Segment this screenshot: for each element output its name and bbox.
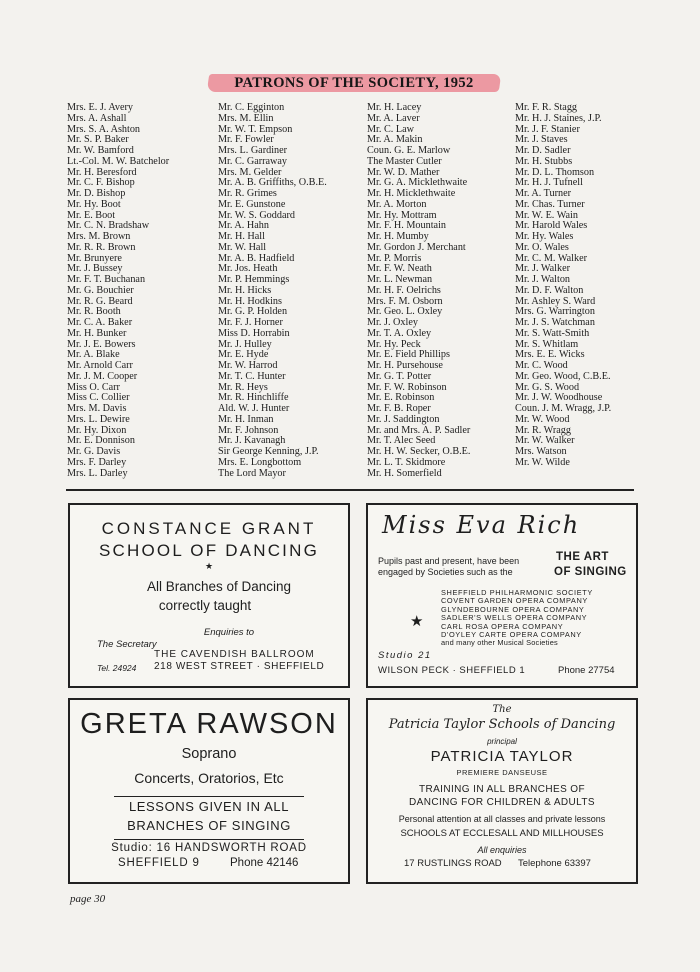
patron-name: Mr. H. Inman	[218, 413, 274, 425]
patron-name: Coun. J. M. Wragg, J.P.	[515, 403, 612, 414]
patron-name: Mr. F. W. Neath	[367, 263, 432, 275]
city: SHEFFIELD 9	[118, 857, 200, 869]
patron-name: Mr. D. L. Thomson	[515, 166, 595, 178]
patron-name: Mr. S. P. Baker	[67, 134, 129, 146]
patrons-column-1	[67, 103, 169, 479]
star-icon: ★	[204, 561, 214, 571]
patron-name: Mr. W. T. Empson	[218, 123, 293, 135]
patron-name: Mrs. F. M. Osborn	[367, 295, 443, 307]
patron-name: Mr. H. Hicks	[218, 284, 272, 296]
training-line2: DANCING FOR CHILDREN & ADULTS	[409, 797, 595, 808]
patron-name: Mr. and Mrs. A. P. Sadler	[367, 424, 471, 436]
phone: Phone 42146	[230, 857, 299, 869]
patron-name: Mr. H. Somerfield	[367, 467, 442, 479]
patron-name: Mr. Chas. Turner	[515, 198, 585, 210]
studio-label: Studio 21	[378, 650, 432, 661]
patron-name: Mrs. F. Darley	[67, 456, 127, 468]
patron-name: Mr. A. Makin	[367, 134, 423, 146]
patron-name: Mrs. Watson	[515, 446, 567, 457]
telephone: Tel. 24924	[97, 663, 137, 673]
patron-name: Coun. G. E. Marlow	[367, 145, 451, 156]
patron-name: Mr. H. Pursehouse	[367, 360, 443, 371]
patron-name: Mr. F. T. Buchanan	[67, 274, 146, 285]
patron-name: Mr. G. T. Potter	[367, 370, 432, 382]
patron-name: Miss C. Collier	[67, 392, 130, 404]
patron-name: Mr. G. S. Wood	[515, 381, 580, 393]
studio-address: Studio: 16 HANDSWORTH ROAD	[111, 842, 307, 854]
patron-name: Mrs. E. Longbottom	[218, 456, 302, 468]
patron-name: Mr. A. Turner	[515, 188, 572, 199]
patron-name: Mrs. M. Brown	[67, 231, 131, 242]
pupils-line2: engaged by Societies such as the	[378, 567, 513, 577]
school-name-line1: CONSTANCE GRANT	[101, 519, 317, 538]
patron-name: Mrs. A. Ashall	[67, 112, 127, 124]
principal-label: principal	[487, 737, 517, 746]
patron-name: Miss D. Horrabin	[218, 327, 290, 339]
patron-name: Mr. O. Wales	[515, 241, 569, 253]
patron-name: Mr. S. Watt-Smith	[515, 327, 590, 339]
patron-name: Sir George Kenning, J.P.	[218, 446, 319, 457]
patron-name: Mr. Brunyere	[67, 252, 122, 264]
patron-name: Mr. E. Robinson	[367, 392, 435, 404]
address: 218 WEST STREET · SHEFFIELD	[154, 661, 325, 672]
patron-name: Mr. R. Heys	[218, 381, 268, 393]
patron-name: Mr. G. A. Micklethwaite	[367, 177, 468, 189]
patron-name: Mr. R. Wragg	[515, 424, 571, 436]
patron-name: Mr. A. Morton	[367, 198, 427, 210]
patron-name: Mr. J. Hulley	[218, 338, 272, 350]
patron-name: Mr. C. Garraway	[218, 155, 288, 167]
patron-name: Mr. F. H. Mountain	[367, 220, 446, 232]
societies-list	[441, 589, 593, 648]
patron-name: Mr. F. B. Roper	[367, 403, 431, 414]
society-item: GLYNDEBOURNE OPERA COMPANY	[441, 604, 585, 614]
enquiries-label: All enquiries	[477, 845, 527, 855]
lessons-line2: BRANCHES OF SINGING	[127, 818, 291, 833]
patron-name: Mr. H. F. Oelrichs	[367, 284, 441, 296]
patron-name: Mr. Geo. Wood, C.B.E.	[515, 370, 611, 382]
patron-name: Mr. J. Saddington	[367, 413, 440, 425]
patron-name: Mr. C. Egginton	[218, 102, 285, 113]
patron-name: Mr. E. Gunstone	[218, 198, 286, 210]
patron-name: Mr. P. Morris	[367, 252, 422, 264]
patron-name: Ald. W. J. Hunter	[218, 403, 290, 414]
patron-name: Mr. H. Beresford	[67, 166, 137, 178]
patron-name: Mr. J. Walker	[515, 263, 571, 275]
patron-name: Mr. E. Hyde	[218, 349, 269, 361]
patron-name: Mr. G. Davis	[67, 446, 121, 457]
patron-name: Mr. F. R. Stagg	[515, 102, 578, 113]
section-divider	[66, 489, 634, 491]
patron-name: Mrs. L. Gardiner	[218, 145, 288, 156]
secretary-label: The Secretary	[97, 639, 157, 650]
society-item: D'OYLEY CARTE OPERA COMPANY	[441, 630, 582, 640]
society-item: SADLER'S WELLS OPERA COMPANY	[441, 613, 588, 623]
page-number: page 30	[70, 893, 106, 905]
patron-name: Mr. D. Sadler	[515, 145, 571, 156]
patron-name: Mr. T. Alec Seed	[367, 435, 436, 447]
patron-name: Mr. H. Mumby	[367, 231, 429, 242]
patron-name: Mr. H. Lacey	[367, 102, 422, 113]
school-name-line2: SCHOOL OF DANCING	[98, 541, 319, 560]
patron-name: Mr. W. S. Goddard	[218, 209, 295, 221]
patron-name: Mr. H. W. Secker, O.B.E.	[367, 446, 471, 457]
patron-name: Mrs. M. Ellin	[218, 112, 274, 124]
patron-name: Mr. A. B. Griffiths, O.B.E.	[218, 177, 327, 189]
patron-name: Mrs. E. E. Wicks	[515, 349, 585, 361]
patron-name: Mr. R. G. Beard	[67, 295, 133, 307]
patron-name: Mr. W. Wood	[515, 413, 570, 425]
patron-name: Mrs. M. Gelder	[218, 166, 282, 178]
patron-name: Mr. Harold Wales	[515, 220, 588, 232]
patron-name: Mr. W. Harrod	[218, 360, 278, 371]
patron-name: Mr. Hy. Dixon	[67, 424, 127, 436]
society-item: COVENT GARDEN OPERA COMPANY	[441, 596, 588, 606]
patron-name: Mr. C. M. Walker	[515, 252, 587, 264]
patron-name: Mr. W. Walker	[515, 435, 575, 447]
patron-name: Mr. J. Bussey	[67, 263, 123, 275]
branches-line1: All Branches of Dancing	[146, 579, 292, 594]
schools-name: Patricia Taylor Schools of Dancing	[388, 717, 616, 732]
patron-name: Mr. D. Bishop	[67, 188, 126, 199]
premiere-label: PREMIERE DANSEUSE	[456, 768, 548, 777]
ad-greta-rawson	[68, 698, 350, 884]
lessons-line1: LESSONS GIVEN IN ALL	[128, 799, 290, 814]
patron-name: Mr. C. F. Bishop	[67, 177, 135, 189]
art-line2: OF SINGING	[554, 566, 627, 578]
patron-name: Mr. Hy. Peck	[367, 338, 421, 350]
concerts-line: Concerts, Oratorios, Etc	[134, 770, 284, 786]
patron-name: Mr. G. P. Holden	[218, 306, 288, 318]
patron-name: Mr. E. Donnison	[67, 435, 135, 447]
patron-name: Mr. E. Field Phillips	[367, 349, 450, 361]
patron-name: Mr. H. Micklethwaite	[367, 188, 456, 199]
page-title: PATRONS OF THE SOCIETY, 1952	[234, 75, 474, 91]
patron-name: Mr. H. Bunker	[67, 327, 127, 339]
patron-name: Mrs. L. Dewire	[67, 413, 130, 425]
patron-name: Mr. R. R. Brown	[67, 241, 136, 253]
patron-name: Mr. T. A. Oxley	[367, 327, 432, 339]
patron-name: Mrs. L. Darley	[67, 467, 128, 479]
patron-name: Mr. Arnold Carr	[67, 360, 133, 371]
patron-name: Mr. E. Boot	[67, 209, 116, 221]
patron-name: Mr. Geo. L. Oxley	[367, 306, 443, 318]
patron-name: Mrs. S. A. Ashton	[67, 123, 141, 135]
patron-name: Mr. Gordon J. Merchant	[367, 241, 466, 253]
patrons-column-2	[218, 103, 327, 479]
patron-name: Mr. Hy. Boot	[67, 198, 121, 210]
patron-name: Mr. J. M. Cooper	[67, 370, 138, 382]
patron-name: Mr. R. Hinchliffe	[218, 392, 289, 404]
enquiries-label: Enquiries to	[203, 627, 255, 638]
patron-name: Lt.-Col. M. W. Batchelor	[67, 155, 170, 167]
patron-name: Mrs. G. Warrington	[515, 306, 595, 318]
other-societies: and many other Musical Societies	[441, 638, 558, 648]
patron-name: Mr. H. J. Tufnell	[515, 177, 583, 189]
patron-name: Mr. A. B. Hadfield	[218, 252, 295, 264]
patron-name: Mrs. M. Davis	[67, 403, 127, 414]
personal-line: Personal attention at all classes and private lessons	[398, 814, 606, 824]
title-banner	[208, 72, 500, 94]
patron-name: Mr. L. T. Skidmore	[367, 456, 446, 468]
patron-name: Mr. H. Hodkins	[218, 295, 282, 307]
patron-name: Mr. L. Newman	[367, 274, 433, 285]
patron-name: Mr. P. Hemmings	[218, 274, 290, 285]
patron-name: Mr. F. J. Horner	[218, 317, 283, 328]
patron-name: Mr. J. Kavanagh	[218, 435, 286, 447]
patron-name: Mr. J. W. Woodhouse	[515, 392, 603, 404]
patron-name: Mr. W. E. Wain	[515, 209, 578, 221]
patron-name: Mr. C. N. Bradshaw	[67, 220, 150, 232]
voice-type: Soprano	[181, 746, 237, 762]
art-line1: THE ART	[556, 551, 609, 563]
pupils-line1: Pupils past and present, have been	[378, 556, 520, 566]
patron-name: Mr. C. Law	[367, 123, 414, 135]
patron-name: Mr. F. W. Robinson	[367, 381, 447, 393]
patron-name: Mr. J. Oxley	[367, 317, 418, 328]
society-item: SHEFFIELD PHILHARMONIC SOCIETY	[441, 588, 593, 597]
society-item: CARL ROSA OPERA COMPANY	[441, 621, 564, 631]
patron-name: Mr. G. Bouchier	[67, 284, 134, 296]
patrons-column-3	[367, 103, 470, 479]
patron-name: Mr. J. Staves	[515, 134, 568, 146]
patron-name: Mr. W. Bamford	[67, 145, 134, 156]
patron-name: Mr. D. F. Walton	[515, 284, 584, 296]
phone: Telephone 63397	[518, 858, 591, 869]
phone: Phone 27754	[558, 665, 615, 676]
patron-name: Mr. Jos. Heath	[218, 263, 278, 275]
patron-name: Mr. J. S. Watchman	[515, 317, 595, 328]
patron-name: Mr. W. Wilde	[515, 456, 570, 468]
star-icon: ★	[410, 613, 424, 630]
address: 17 RUSTLINGS ROAD	[404, 858, 502, 869]
patron-name: The Master Cutler	[367, 155, 442, 167]
patron-name: Mr. J. E. Bowers	[67, 338, 136, 350]
patron-name: The Lord Mayor	[218, 467, 286, 479]
patron-name: Mr. J. F. Stanier	[515, 123, 580, 135]
patron-name: Mr. Hy. Mottram	[367, 209, 437, 221]
patron-name: Mr. W. D. Mather	[367, 166, 440, 178]
ballroom-name: THE CAVENDISH BALLROOM	[154, 649, 315, 660]
patron-name: Mr. T. C. Hunter	[218, 370, 286, 382]
patron-name: Mrs. E. J. Avery	[67, 102, 134, 113]
address: WILSON PECK · SHEFFIELD 1	[378, 665, 526, 676]
the-label: The	[492, 704, 512, 715]
patron-name: Mr. A. Blake	[67, 349, 120, 361]
patron-name: Mr. J. Walton	[515, 274, 571, 285]
principal-name: PATRICIA TAYLOR	[430, 748, 574, 765]
patron-name: Mr. H. Hall	[218, 231, 265, 242]
patron-name: Miss O. Carr	[67, 381, 120, 393]
branches-line2: correctly taught	[158, 598, 252, 613]
ad-constance-grant	[68, 503, 350, 688]
teacher-name: Miss Eva Rich	[382, 511, 581, 539]
patron-name: Mr. W. Hall	[218, 241, 267, 253]
patron-name: Mr. S. Whitlam	[515, 338, 579, 350]
patron-name: Mr. A. Laver	[367, 112, 420, 124]
patron-name: Mr. Ashley S. Ward	[515, 295, 596, 307]
patron-name: Mr. R. Grimes	[218, 188, 277, 199]
patron-name: Mr. F. Johnson	[218, 424, 279, 436]
patron-name: Mr. C. Wood	[515, 360, 568, 371]
patron-name: Mr. Hy. Wales	[515, 231, 574, 242]
patron-name: Mr. F. Fowler	[218, 134, 274, 146]
singer-name: GRETA RAWSON	[80, 708, 338, 740]
patron-name: Mr. C. A. Baker	[67, 317, 133, 328]
patrons-column-4	[515, 103, 611, 469]
ad-eva-rich	[366, 503, 638, 688]
patron-name: Mr. R. Booth	[67, 306, 121, 318]
patron-name: Mr. H. Stubbs	[515, 155, 573, 167]
ad-patricia-taylor	[366, 698, 638, 884]
patron-name: Mr. H. J. Staines, J.P.	[515, 112, 602, 124]
schools-at-line: SCHOOLS AT ECCLESALL AND MILLHOUSES	[400, 828, 604, 839]
training-line1: TRAINING IN ALL BRANCHES OF	[418, 784, 585, 795]
patron-name: Mr. A. Hahn	[218, 220, 269, 232]
